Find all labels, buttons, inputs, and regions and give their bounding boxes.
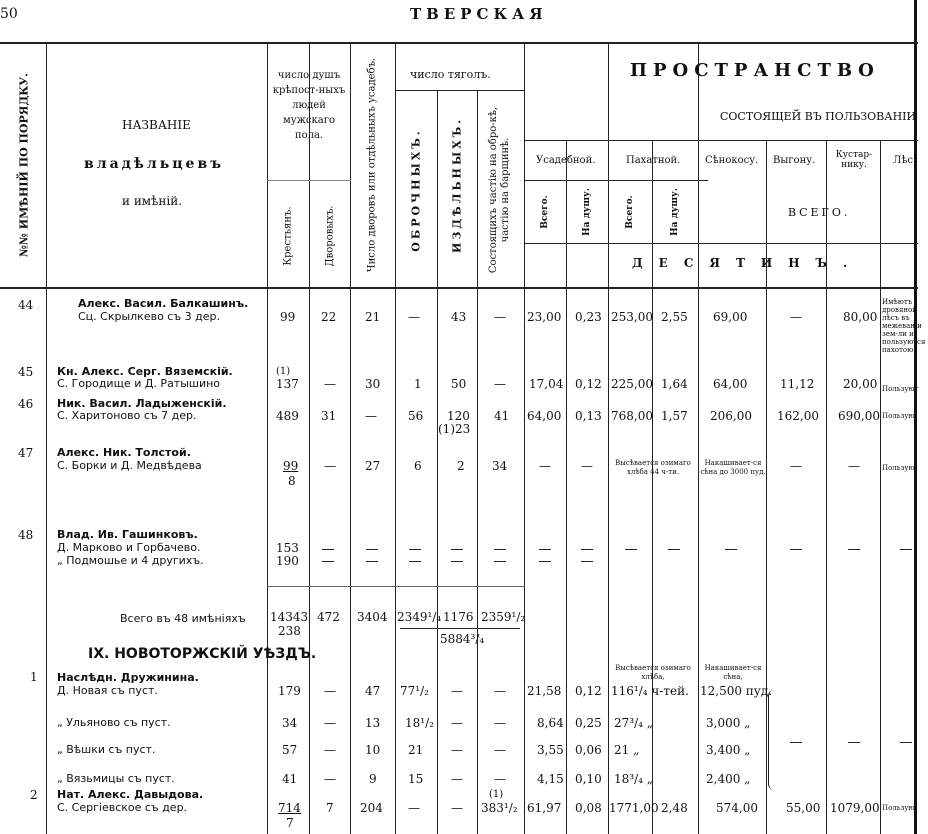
kustar: 1079,00: [830, 801, 880, 815]
estate-name: Д. Новая съ пуст.: [57, 684, 158, 697]
obrok: 21: [408, 743, 424, 757]
owner-name: Ник. Васил. Ладыженскій.: [57, 397, 227, 410]
dash: [581, 549, 593, 550]
dash: [451, 549, 463, 550]
col-line: [766, 140, 767, 834]
col-line: [267, 42, 268, 834]
pah-all: 18³/₄ „: [614, 772, 653, 786]
col-header-name-2: владѣльцевъ: [84, 156, 224, 172]
pah-all: 253,00: [611, 310, 653, 324]
col-line: [350, 42, 351, 834]
col-header-desyatin: ДЕСЯТИНЪ.: [632, 256, 864, 270]
mixed: —: [494, 684, 506, 698]
mixed: —: [494, 772, 506, 786]
col-header-household: Дворовыхъ.: [324, 205, 336, 267]
usad-soul: 0,23: [575, 310, 602, 324]
senokos: 12,500 пуд.: [700, 684, 773, 698]
col-line: [880, 140, 881, 834]
usad-soul: 0,06: [575, 743, 602, 757]
dash: [900, 742, 912, 743]
dash: [790, 742, 802, 743]
homesteads: 10: [365, 743, 381, 757]
owner-name: Влад. Ив. Гашинковъ.: [57, 528, 198, 541]
homesteads: 9: [369, 772, 377, 786]
senokos: 3,000 „: [706, 716, 751, 730]
total-peasants: 14343: [270, 610, 309, 624]
header-bottom-border: [0, 287, 918, 289]
col-header-kustar: Кустар-нику.: [835, 150, 873, 170]
col-header-usad-soul: На душу.: [582, 188, 592, 236]
col-header-vsego: ВСЕГО.: [788, 206, 851, 219]
note: Пользую: [882, 412, 915, 420]
sub-rule: [267, 180, 351, 181]
household: —: [324, 772, 336, 786]
row-num: 47: [18, 446, 34, 460]
owner-name: Нат. Алекс. Давыдова.: [57, 788, 204, 801]
col-header-space: ПРОСТРАНСТВО: [630, 60, 880, 81]
dash: [848, 742, 860, 743]
estate-name: С. Городище и Д. Ратышино: [57, 377, 221, 390]
homesteads: 47: [365, 684, 381, 698]
peasants: 190: [276, 554, 299, 568]
col-header-num: №№ ИМѢНІЙ ПО ПОРЯДКУ.: [17, 72, 31, 258]
row-num: 2: [30, 788, 38, 802]
note: Имѣютъ дровяной лѣсъ въ межеваніи зем-ли и пользуются пахотою: [882, 298, 926, 354]
pah-all: 1771,00: [609, 801, 659, 815]
col-header-pah-soul: На душу.: [670, 188, 680, 236]
usad-soul: 0,12: [575, 377, 602, 391]
group-brace: [768, 690, 775, 790]
usad-all: 4,15: [537, 772, 564, 786]
izdel: —: [451, 716, 463, 730]
dash: [725, 549, 737, 550]
usad-soul: 0,25: [575, 716, 602, 730]
izdel: —: [451, 743, 463, 757]
total-peasants-sub: 238: [278, 624, 301, 638]
pah-header: Высѣвается озимаго хлѣба,: [615, 664, 691, 681]
col-header-usad-all: Всего.: [540, 195, 550, 229]
peasants: 714: [278, 801, 301, 815]
dash: [409, 549, 421, 550]
owner-name: Алекс. Ник. Толстой.: [57, 446, 191, 459]
obrok: 56: [408, 409, 424, 423]
dash: [366, 549, 378, 550]
mixed-note: (1): [489, 789, 504, 800]
total-rule: [267, 586, 525, 587]
usad-soul: 0,08: [575, 801, 602, 815]
senokos: 3,400 „: [706, 743, 751, 757]
dash: [451, 561, 463, 562]
dash: [322, 561, 334, 562]
estate-name: Д. Марково и Горбачево.: [57, 541, 201, 554]
dash: [539, 561, 551, 562]
homesteads: 204: [360, 801, 383, 815]
usad-all: 21,58: [527, 684, 562, 698]
pah-soul: 2,55: [661, 310, 688, 324]
owner-name: Кн. Алекс. Серг. Вяземскій.: [57, 365, 233, 378]
obrok: —: [408, 310, 420, 324]
pah-all: 21 „: [614, 743, 640, 757]
estate-name: „ Ульяново съ пуст.: [57, 716, 171, 729]
obrok: 1: [414, 377, 422, 391]
total-brace: [400, 628, 520, 629]
vygon: —: [790, 310, 802, 324]
estate-name: „ Вѣшки съ пуст.: [57, 743, 156, 756]
pah-all: 116¹/₄ ч-тей.: [611, 684, 689, 698]
household: 7: [326, 801, 334, 815]
col-header-vygon: Выгону.: [773, 155, 816, 166]
vygon: —: [790, 459, 802, 473]
col-line: [608, 42, 609, 834]
dash: [366, 561, 378, 562]
page-title: ТВЕРСКАЯ: [410, 5, 548, 23]
household: 22: [321, 310, 337, 324]
peasants: 99: [280, 310, 296, 324]
estate-name: С. Борки и Д. Медвѣдева: [57, 459, 202, 472]
dash: [790, 549, 802, 550]
sub-rule: [524, 140, 918, 141]
peasants: 137: [276, 377, 299, 391]
estate-name: „ Вязьмицы съ пуст.: [57, 772, 175, 785]
household: —: [324, 684, 336, 698]
kustar: 80,00: [843, 310, 878, 324]
peasants-sub: 8: [288, 474, 296, 488]
col-line: [437, 90, 438, 834]
household: —: [324, 716, 336, 730]
total-mixed: 2359¹/₂: [481, 610, 526, 624]
peasants: 34: [282, 716, 298, 730]
dash: [848, 549, 860, 550]
col-header-obrok: ОБРОЧНЫХЪ.: [409, 128, 423, 252]
col-header-pahat: Пахатной.: [626, 155, 681, 166]
senokos: 64,00: [713, 377, 748, 391]
kustar: —: [848, 459, 860, 473]
estate-name: Сц. Скрылкево съ 3 дер.: [78, 310, 220, 323]
row-num: 44: [18, 298, 34, 312]
col-header-name-1: НАЗВАНІЕ: [122, 118, 191, 132]
row-num: 1: [30, 670, 38, 684]
household: —: [324, 459, 336, 473]
pah-all: 27³/₄ „: [614, 716, 653, 730]
dash: [494, 561, 506, 562]
peasants: 179: [278, 684, 301, 698]
homesteads: 13: [365, 716, 381, 730]
senokos: 206,00: [710, 409, 752, 423]
homesteads: 27: [365, 459, 381, 473]
sub-rule: [395, 90, 525, 91]
estate-name: „ Подмошье и 4 другихъ.: [57, 554, 204, 567]
sub-rule: [524, 180, 708, 181]
household: —: [324, 377, 336, 391]
kustar: 20,00: [843, 377, 878, 391]
col-line: [698, 42, 699, 834]
col-header-homesteads: Число дворовъ или отдѣльныхъ усадебъ.: [366, 57, 378, 273]
mixed: —: [494, 377, 506, 391]
peasants-sub: 7: [286, 816, 294, 830]
note: Пользую: [882, 464, 915, 472]
col-line: [524, 42, 525, 834]
page-number: 50: [0, 6, 18, 22]
usad-soul: 0,12: [575, 684, 602, 698]
vygon: 55,00: [786, 801, 821, 815]
senokos: 69,00: [713, 310, 748, 324]
dash: [494, 549, 506, 550]
peasants: 153: [276, 541, 299, 555]
total-household: 472: [317, 610, 340, 624]
mixed: —: [494, 743, 506, 757]
col-header-souls: число душъ крѣпост-ныхъ людей мужскаго пола.: [272, 70, 346, 141]
usad-all: 61,97: [527, 801, 562, 815]
section-title: IX. НОВОТОРЖСКІЙ УѢЗДЪ.: [88, 646, 317, 662]
izdel: —: [451, 684, 463, 698]
note: Пользуют: [882, 385, 919, 393]
usad-all: 23,00: [527, 310, 562, 324]
izdel-note: (1)23: [438, 422, 471, 436]
peasants-note: (1): [276, 366, 291, 377]
total-label: Всего въ 48 имѣніяхъ: [120, 612, 246, 625]
homesteads: —: [365, 409, 377, 423]
estate-name: С. Сергіевское съ дер.: [57, 801, 188, 814]
sub-rule: [524, 243, 918, 244]
usad-soul: 0,13: [575, 409, 602, 423]
col-header-izdel: ИЗДѢЛЬНЫХЪ.: [450, 116, 464, 254]
dash: [668, 549, 680, 550]
peasants: 41: [282, 772, 298, 786]
col-line: [826, 140, 827, 834]
pah-soul: 1,57: [661, 409, 688, 423]
seno-header: Накашивает-ся сѣна,: [704, 664, 762, 681]
pah-all: 768,00: [611, 409, 653, 423]
total-izdel: 1176: [443, 610, 474, 624]
usad-all: —: [539, 459, 551, 473]
izdel: —: [451, 772, 463, 786]
dash: [625, 549, 637, 550]
row-num: 46: [18, 397, 34, 411]
owner-name: Наслѣдн. Дружинина.: [57, 671, 199, 684]
owner-name: Алекс. Васил. Балкашинъ.: [78, 297, 249, 310]
izdel: 2: [457, 459, 465, 473]
izdel: —: [451, 801, 463, 815]
mixed: —: [494, 716, 506, 730]
peasants: 489: [276, 409, 299, 423]
col-header-usadeb: Усадебной.: [536, 155, 596, 166]
vygon: 162,00: [777, 409, 819, 423]
dash: [581, 561, 593, 562]
row-num: 45: [18, 365, 34, 379]
pah-soul: 2,48: [661, 801, 688, 815]
household: 31: [321, 409, 337, 423]
total-obrok: 2349¹/₄: [397, 610, 442, 624]
obrok: 15: [408, 772, 424, 786]
col-line: [477, 90, 478, 834]
senokos: 574,00: [716, 801, 758, 815]
col-header-mixed: Состоящихъ частію на обро-кѣ, частію на барщинѣ.: [488, 106, 511, 274]
mixed: —: [494, 310, 506, 324]
dash: [322, 549, 334, 550]
seno-text: Накашивает-ся сѣна до 3000 пуд.: [700, 459, 766, 476]
pah-text: Высѣвается озимаго хлѣба 44 ч-ти.: [615, 459, 691, 476]
col-header-in-use: СОСТОЯЩЕЙ ВЪ ПОЛЬЗОВАНІИ: [720, 110, 917, 123]
usad-all: 3,55: [537, 743, 564, 757]
obrok: —: [408, 801, 420, 815]
col-line: [46, 42, 47, 834]
dash: [409, 561, 421, 562]
senokos: 2,400 „: [706, 772, 751, 786]
total-tyagla-sum: 5884³/₄: [440, 632, 485, 646]
peasants: 57: [282, 743, 298, 757]
col-line: [309, 42, 310, 834]
kustar: 690,00: [838, 409, 880, 423]
izdel: 50: [451, 377, 467, 391]
homesteads: 30: [365, 377, 381, 391]
homesteads: 21: [365, 310, 381, 324]
col-header-pah-all: Всего.: [625, 195, 635, 229]
col-header-tyagla: число тяголъ.: [410, 68, 491, 81]
col-header-senokos: Сѣнокосу.: [705, 155, 759, 166]
household: —: [324, 743, 336, 757]
col-header-name-3: и имѣній.: [122, 194, 183, 208]
usad-all: 17,04: [529, 377, 564, 391]
izdel: 120: [447, 409, 470, 423]
col-header-les: Лѣс: [893, 155, 913, 166]
mixed: 34: [492, 459, 508, 473]
usad-soul: —: [581, 459, 593, 473]
mixed: 383¹/₂: [481, 801, 518, 815]
pah-soul: 1,64: [661, 377, 688, 391]
dash: [539, 549, 551, 550]
obrok: 18¹/₂: [405, 716, 434, 730]
mixed: 41: [494, 409, 510, 423]
col-line: [395, 42, 396, 834]
table-top-border: [0, 42, 918, 44]
row-num: 48: [18, 528, 34, 542]
obrok: 77¹/₂: [400, 684, 429, 698]
usad-all: 64,00: [527, 409, 562, 423]
usad-all: 8,64: [537, 716, 564, 730]
dash: [900, 549, 912, 550]
col-header-peasants: Крестьянъ.: [282, 206, 294, 266]
vygon: 11,12: [780, 377, 815, 391]
usad-soul: 0,10: [575, 772, 602, 786]
obrok: 6: [414, 459, 422, 473]
izdel: 43: [451, 310, 467, 324]
note: Пользую: [882, 804, 915, 812]
total-homesteads: 3404: [357, 610, 388, 624]
peasants: 99: [283, 459, 299, 473]
col-line: [566, 140, 567, 834]
pah-all: 225,00: [611, 377, 653, 391]
estate-name: С. Харитоново съ 7 дер.: [57, 409, 197, 422]
